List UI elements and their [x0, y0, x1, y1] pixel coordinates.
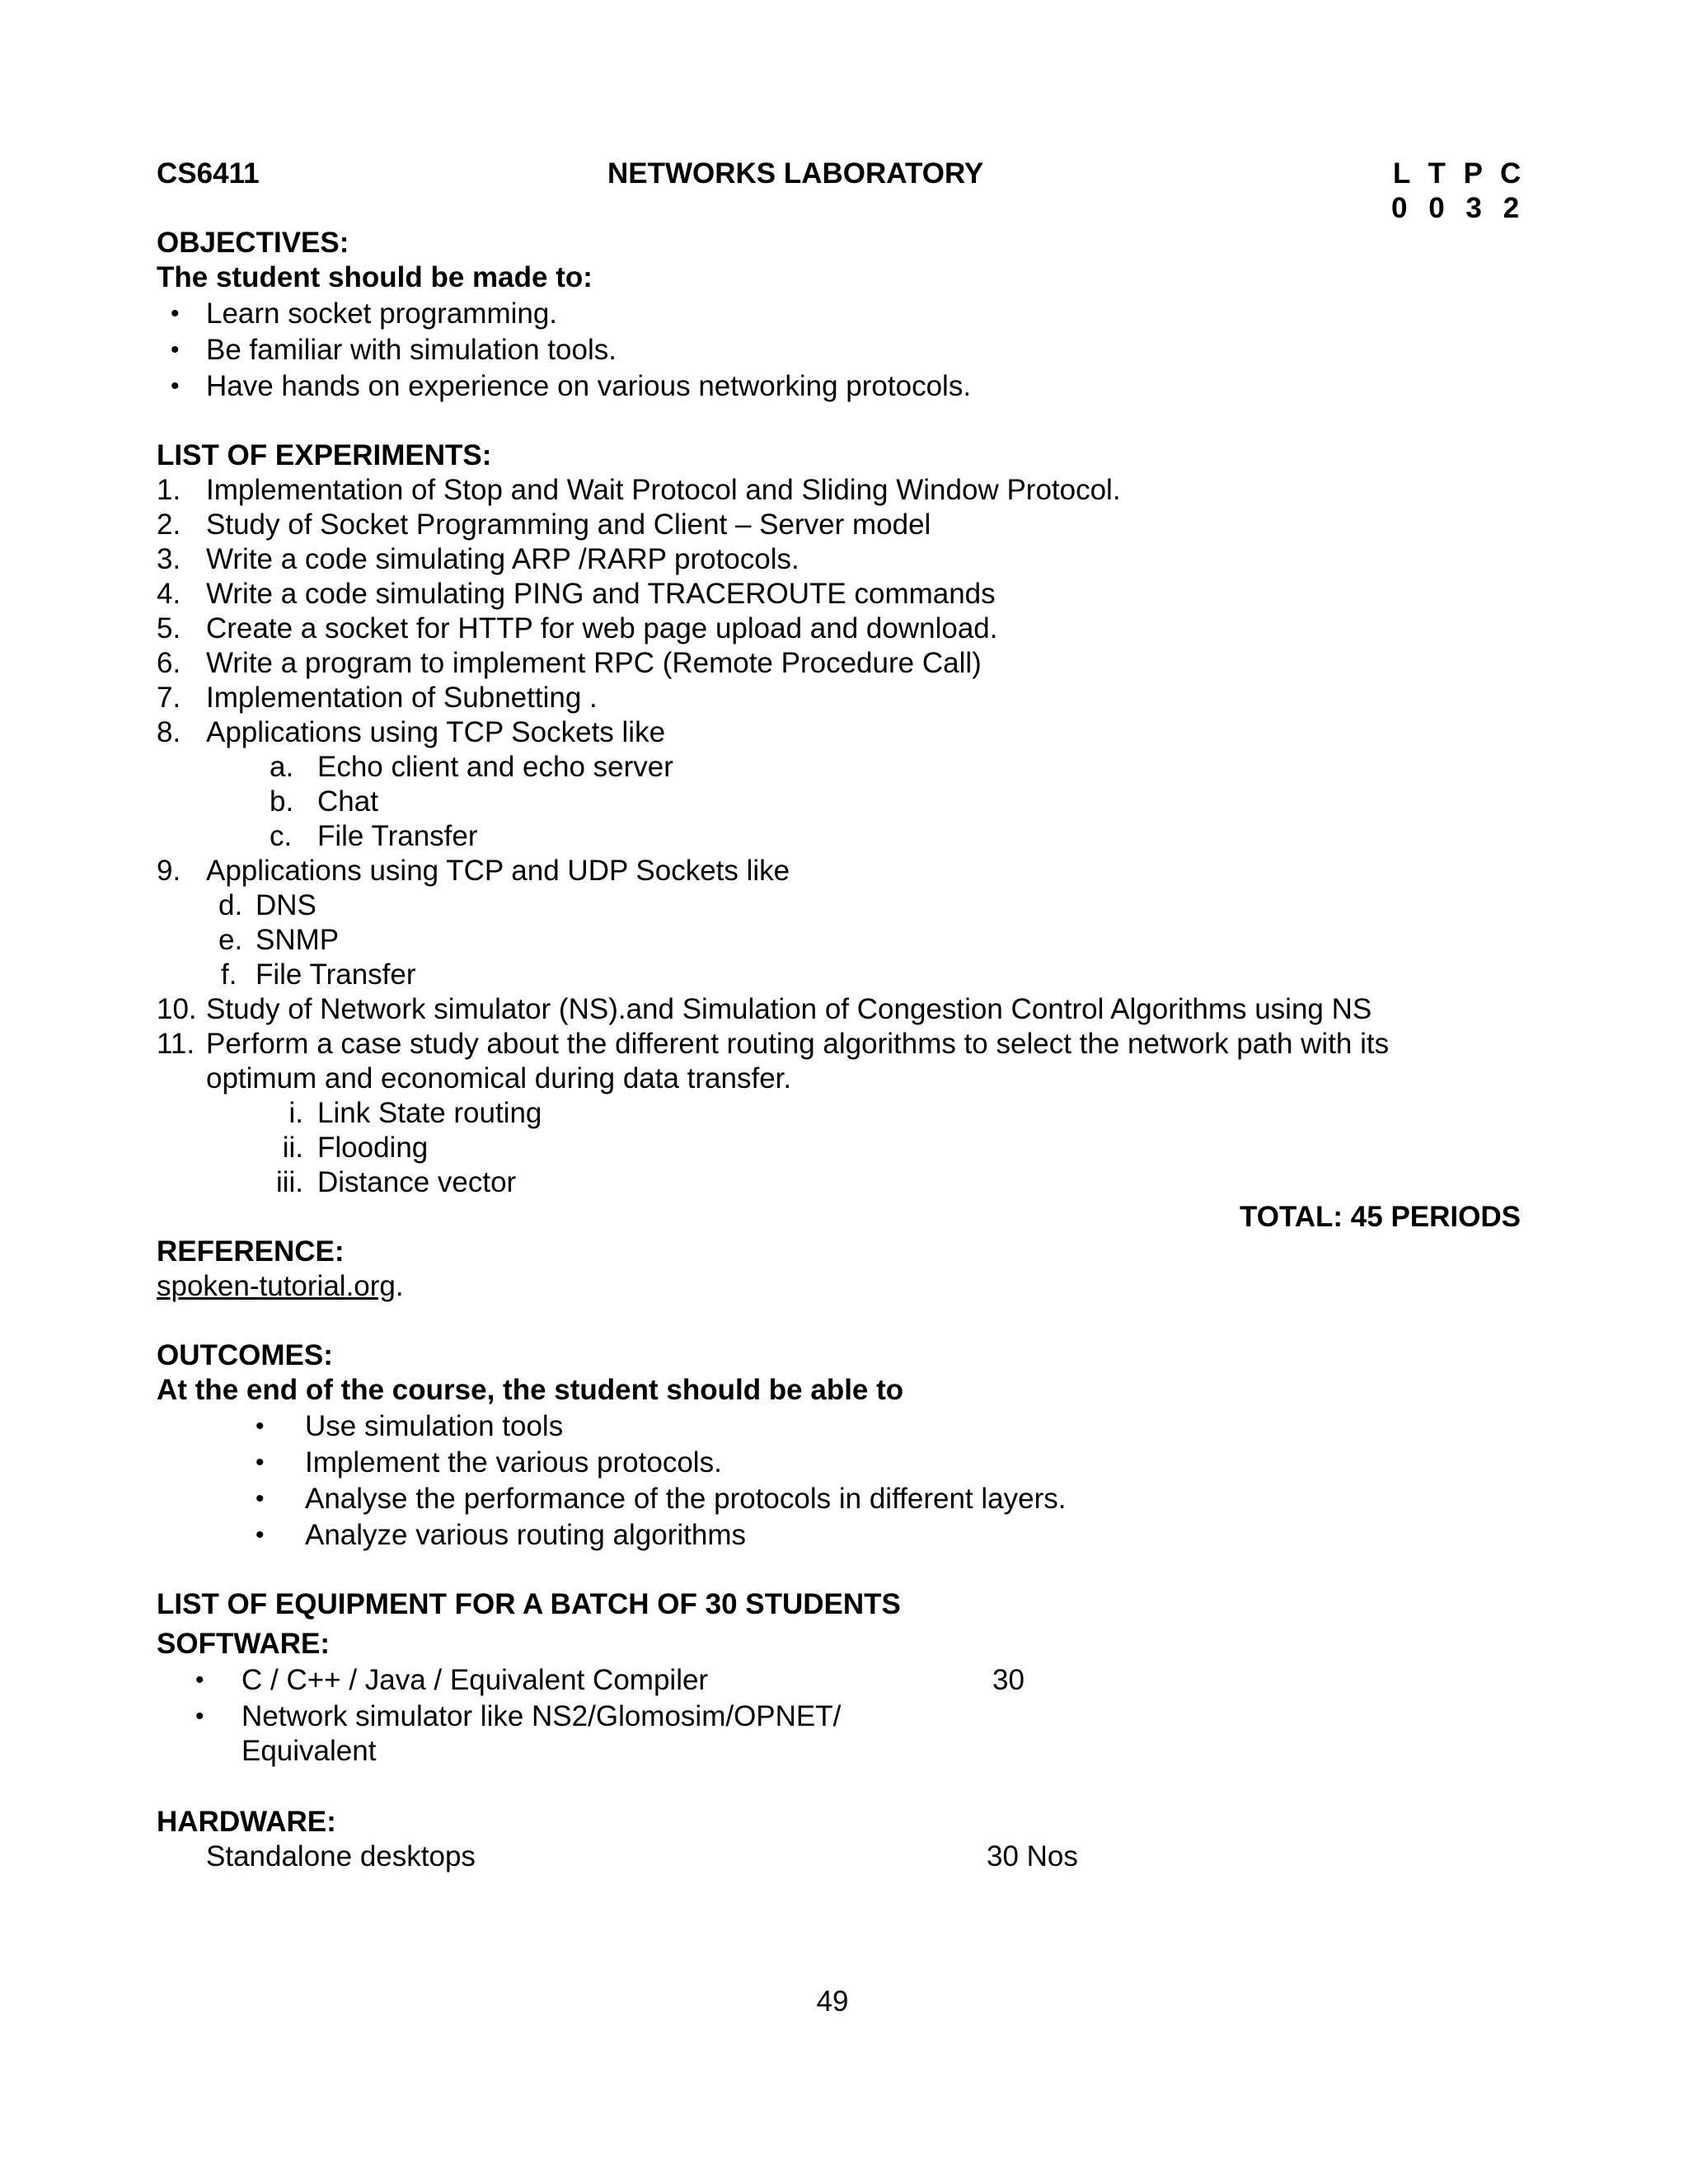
experiment-subitem: File Transfer: [317, 820, 478, 852]
sublist-letter: b.: [270, 785, 294, 818]
experiment-item: Create a socket for HTTP for web page upload and download.: [206, 612, 998, 644]
experiment-subitem: SNMP: [256, 924, 340, 956]
list-number: 3.: [157, 543, 181, 575]
list-number: 5.: [157, 612, 181, 644]
bullet-icon: •: [256, 1413, 265, 1440]
hardware-heading: HARDWARE:: [157, 1806, 336, 1838]
bullet-icon: •: [256, 1521, 265, 1549]
experiment-subitem: Chat: [317, 785, 378, 818]
outcome-item: Implement the various protocols.: [305, 1446, 722, 1479]
experiment-subitem: File Transfer: [256, 958, 416, 991]
experiment-item: Perform a case study about the different routing algorithms to select the network path with its: [206, 1028, 1390, 1060]
experiment-item: Implementation of Subnetting .: [206, 682, 598, 714]
experiment-subitem: Distance vector: [317, 1166, 517, 1198]
experiment-item: Implementation of Stop and Wait Protocol and Sliding Window Protocol.: [206, 474, 1121, 506]
experiment-item: Write a program to implement RPC (Remote Procedure Call): [206, 647, 982, 679]
experiment-item: Write a code simulating PING and TRACEROUTE commands: [206, 578, 996, 610]
experiment-item: Applications using TCP and UDP Sockets like: [206, 855, 790, 887]
sublist-letter: a.: [270, 751, 294, 783]
list-number: 6.: [157, 647, 181, 679]
experiment-item: Study of Socket Programming and Client – Server model: [206, 509, 931, 541]
list-number: 2.: [157, 509, 181, 541]
sublist-numeral: i.: [288, 1097, 303, 1129]
experiment-subitem: Link State routing: [317, 1097, 542, 1129]
bullet-icon: •: [256, 1449, 265, 1476]
outcome-item: Use simulation tools: [305, 1410, 564, 1442]
sublist-numeral: ii.: [282, 1132, 303, 1164]
course-title: NETWORKS LABORATORY: [607, 157, 984, 190]
experiment-subitem: DNS: [256, 889, 316, 921]
experiment-item: Applications using TCP Sockets like: [206, 716, 666, 748]
bullet-icon: •: [171, 373, 180, 400]
ltpc-label: L T P C: [1393, 157, 1526, 190]
reference-suffix: .: [395, 1270, 404, 1302]
outcomes-intro: At the end of the course, the student should be able to: [157, 1374, 904, 1406]
software-item: Network simulator like NS2/Glomosim/OPNET/: [241, 1700, 842, 1732]
page-number: 49: [816, 1985, 849, 2018]
bullet-icon: •: [256, 1485, 265, 1512]
experiment-subitem: Echo client and echo server: [317, 751, 673, 783]
objective-item: Have hands on experience on various networking protocols.: [206, 370, 972, 402]
software-qty: 30: [992, 1664, 1025, 1696]
experiment-item: Write a code simulating ARP /RARP protocols.: [206, 543, 799, 575]
software-item: C / C++ / Java / Equivalent Compiler: [241, 1664, 709, 1696]
sublist-letter: c.: [270, 820, 293, 852]
objectives-intro: The student should be made to:: [157, 261, 593, 293]
outcome-item: Analyse the performance of the protocols in different layers.: [305, 1483, 1067, 1515]
bullet-icon: •: [195, 1703, 204, 1730]
outcomes-heading: OUTCOMES:: [157, 1339, 333, 1371]
equipment-heading: LIST OF EQUIPMENT FOR A BATCH OF 30 STUDENTS: [157, 1588, 901, 1620]
hardware-item: Standalone desktops: [206, 1840, 476, 1872]
list-number: 7.: [157, 682, 181, 714]
experiment-subitem: Flooding: [317, 1132, 429, 1164]
list-number: 4.: [157, 578, 181, 610]
bullet-icon: •: [171, 300, 180, 327]
hardware-qty: 30 Nos: [987, 1840, 1078, 1872]
total-periods: TOTAL: 45 PERIODS: [1240, 1201, 1521, 1233]
ltpc-values: 0 0 3 2: [1391, 192, 1526, 224]
list-number: 9.: [157, 855, 181, 887]
list-number: 1.: [157, 474, 181, 506]
reference-link[interactable]: spoken-tutorial.org: [157, 1270, 396, 1302]
bullet-icon: •: [171, 336, 180, 363]
sublist-letter: d.: [218, 889, 243, 921]
course-code: CS6411: [157, 157, 260, 190]
outcome-item: Analyze various routing algorithms: [305, 1519, 746, 1551]
experiments-heading: LIST OF EXPERIMENTS:: [157, 439, 492, 471]
bullet-icon: •: [195, 1666, 204, 1694]
list-number: 11.: [157, 1028, 195, 1060]
software-heading: SOFTWARE:: [157, 1628, 330, 1660]
objectives-heading: OBJECTIVES:: [157, 227, 349, 259]
sublist-numeral: iii.: [275, 1166, 303, 1198]
sublist-letter: e.: [218, 924, 243, 956]
software-item-continued: Equivalent: [241, 1735, 377, 1767]
objective-item: Be familiar with simulation tools.: [206, 334, 617, 366]
experiment-item: Study of Network simulator (NS).and Simulation of Congestion Control Algorithms using NS: [206, 993, 1372, 1025]
reference-heading: REFERENCE:: [157, 1235, 345, 1268]
list-number: 8.: [157, 716, 181, 748]
experiment-item-continued: optimum and economical during data transfer.: [206, 1062, 792, 1094]
sublist-letter: f.: [221, 958, 237, 991]
reference-line: [157, 1269, 404, 1304]
list-number: 10.: [157, 993, 197, 1025]
objective-item: Learn socket programming.: [206, 298, 558, 330]
